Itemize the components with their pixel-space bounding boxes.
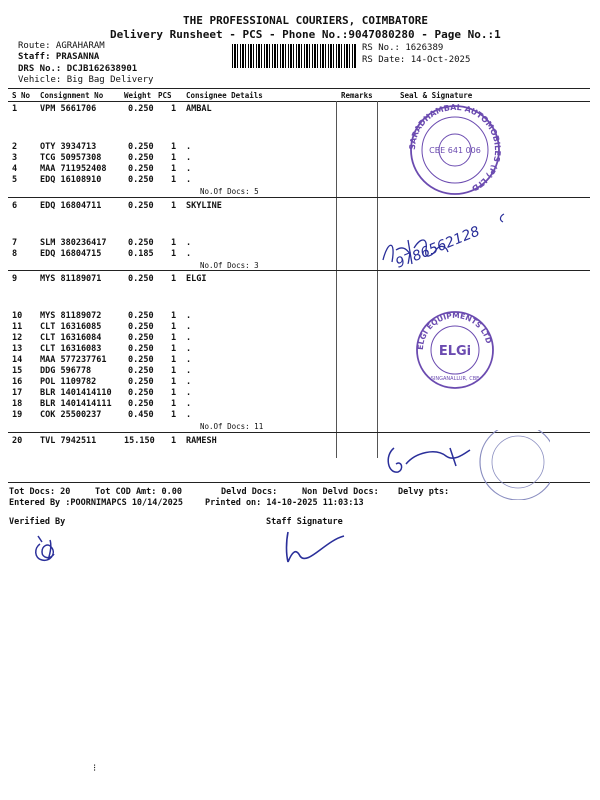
- row-consignment: CLT 16316083: [40, 344, 102, 354]
- row-mark: .: [186, 311, 192, 321]
- row-weight: 0.250: [128, 366, 154, 376]
- row-weight: 15.150: [124, 436, 155, 446]
- row-pcs: 1: [171, 201, 177, 211]
- staff-label: Staff: PRASANNA: [18, 52, 100, 62]
- row-mark: .: [186, 366, 192, 376]
- row-sno: 13: [12, 344, 23, 354]
- row-consignment: CLT 16316085: [40, 322, 102, 332]
- row-consignment: POL 1109782: [40, 377, 97, 387]
- row-mark: .: [186, 344, 192, 354]
- row-mark: .: [186, 333, 192, 343]
- row-weight: 0.250: [128, 104, 154, 114]
- row-weight: 0.250: [128, 377, 154, 387]
- row-pcs: 1: [171, 164, 177, 174]
- delivered-docs: Delvd Docs:: [221, 487, 278, 497]
- row-pcs: 1: [171, 436, 177, 446]
- row-pcs: 1: [171, 388, 177, 398]
- row-weight: 0.250: [128, 201, 154, 211]
- total-docs: Tot Docs: 20: [9, 487, 71, 497]
- row-mark: .: [186, 355, 192, 365]
- row-sno: 11: [12, 322, 23, 332]
- row-consignment: TCG 50957308: [40, 153, 102, 163]
- col-consignment: Consignment No: [40, 91, 104, 100]
- row-consignment: EDQ 16804715: [40, 249, 102, 259]
- row-weight: 0.250: [128, 274, 154, 284]
- row-weight: 0.250: [128, 153, 154, 163]
- row-pcs: 1: [171, 377, 177, 387]
- elgi-seal-sub: SINGANALLUR, CBE: [430, 376, 480, 382]
- row-sno: 10: [12, 311, 23, 321]
- skyline-handwriting: [378, 200, 528, 275]
- row-pcs: 1: [171, 153, 177, 163]
- row-mark: .: [186, 410, 192, 420]
- row-pcs: 1: [171, 311, 177, 321]
- row-consignment: DDG 596778: [40, 366, 92, 376]
- row-sno: 18: [12, 399, 23, 409]
- row-pcs: 1: [171, 322, 177, 332]
- row-sno: 16: [12, 377, 23, 387]
- row-sno: 15: [12, 366, 23, 376]
- ambal-seal-text: SARADHAMBAL AUTOMOBILES (P) LTD: [407, 102, 503, 193]
- row-weight: 0.250: [128, 311, 154, 321]
- row-mark: .: [186, 377, 192, 387]
- row-pcs: 1: [171, 344, 177, 354]
- row-weight: 0.250: [128, 322, 154, 332]
- company-title: THE PROFESSIONAL COURIERS, COIMBATORE: [183, 14, 429, 27]
- row-sno: 20: [12, 436, 23, 446]
- row-weight: 0.250: [128, 355, 154, 365]
- row-sno: 19: [12, 410, 23, 420]
- col-sno: S No: [12, 91, 31, 100]
- row-pcs: 1: [171, 104, 177, 114]
- rs-number: RS No.: 1626389: [362, 43, 444, 53]
- row-sno: 12: [12, 333, 23, 343]
- col-consignee: Consignee Details: [186, 91, 263, 100]
- row-mark: .: [186, 142, 192, 152]
- row-pcs: 1: [171, 175, 177, 185]
- stray-mark: ⁝: [93, 763, 97, 774]
- row-consignment: EDQ 16804711: [40, 201, 102, 211]
- row-weight: 0.250: [128, 164, 154, 174]
- ambal-seal-stamp: [400, 100, 510, 200]
- row-weight: 0.250: [128, 333, 154, 343]
- row-consignment: MAA 711952408: [40, 164, 107, 174]
- row-mark: .: [186, 388, 192, 398]
- consignee-name: SKYLINE: [186, 201, 222, 211]
- row-sno: 3: [12, 153, 18, 163]
- row-weight: 0.250: [128, 344, 154, 354]
- runsheet-title: Delivery Runsheet - PCS - Phone No.:9047080280 - Page No.:1: [110, 28, 501, 41]
- consignee-name: ELGI: [186, 274, 207, 284]
- row-pcs: 1: [171, 142, 177, 152]
- consignee-name: RAMESH: [186, 436, 217, 446]
- row-sno: 6: [12, 201, 18, 211]
- total-cod-amount: Tot COD Amt: 0.00: [95, 487, 182, 497]
- consignee-name: AMBAL: [186, 104, 212, 114]
- elgi-seal-text: ELGI EQUIPMENTS LTD: [415, 310, 494, 351]
- entered-by: Entered By :POORNIMAPCS 10/14/2025: [9, 498, 183, 508]
- elgi-seal-center: ELGi: [438, 344, 472, 359]
- docs-count-note: No.Of Docs: 11: [200, 422, 264, 431]
- barcode: [232, 44, 356, 68]
- row-sno: 1: [12, 104, 18, 114]
- row-sno: 4: [12, 164, 18, 174]
- row-pcs: 1: [171, 355, 177, 365]
- row-pcs: 1: [171, 399, 177, 409]
- row-weight: 0.250: [128, 142, 154, 152]
- col-remarks: Remarks: [341, 91, 373, 100]
- drs-label: DRS No.: DCJB162638901: [18, 64, 138, 74]
- row-consignment: MYS 81189071: [40, 274, 102, 284]
- staff-signature-label: Staff Signature: [266, 517, 343, 527]
- docs-count-note: No.Of Docs: 3: [200, 261, 259, 270]
- row-consignment: TVL 7942511: [40, 436, 97, 446]
- row-sno: 8: [12, 249, 18, 259]
- row-mark: .: [186, 249, 192, 259]
- row-sno: 14: [12, 355, 23, 365]
- ambal-seal-center: CBE 641 006: [429, 146, 481, 155]
- row-weight: 0.450: [128, 410, 154, 420]
- row-sno: 7: [12, 238, 18, 248]
- row-consignment: CLT 16316084: [40, 333, 102, 343]
- row-consignment: SLM 380236417: [40, 238, 107, 248]
- row-mark: .: [186, 238, 192, 248]
- printed-on: Printed on: 14-10-2025 11:03:13: [205, 498, 364, 508]
- rs-date: RS Date: 14-Oct-2025: [362, 55, 471, 65]
- verified-by-label: Verified By: [9, 517, 66, 527]
- row-consignment: MYS 81189072: [40, 311, 102, 321]
- delivery-points: Delvy pts:: [398, 487, 450, 497]
- row-sno: 5: [12, 175, 18, 185]
- row-pcs: 1: [171, 410, 177, 420]
- row-mark: .: [186, 399, 192, 409]
- row-weight: 0.250: [128, 388, 154, 398]
- row-mark: .: [186, 175, 192, 185]
- row-pcs: 1: [171, 238, 177, 248]
- row-consignment: BLR 1401414110: [40, 388, 112, 398]
- row-pcs: 1: [171, 366, 177, 376]
- verified-signature: [30, 532, 70, 568]
- row-weight: 0.250: [128, 238, 154, 248]
- row-consignment: OTY 3934713: [40, 142, 97, 152]
- row-consignment: COK 25500237: [40, 410, 102, 420]
- vehicle-label: Vehicle: Big Bag Delivery: [18, 75, 154, 85]
- docs-count-note: No.Of Docs: 5: [200, 187, 259, 196]
- elgi-seal-stamp: [410, 308, 500, 393]
- row-consignment: EDQ 16108910: [40, 175, 102, 185]
- row-sno: 17: [12, 388, 23, 398]
- non-delivered-docs: Non Delvd Docs:: [302, 487, 379, 497]
- row-mark: .: [186, 153, 192, 163]
- row-pcs: 1: [171, 274, 177, 284]
- row-weight: 0.250: [128, 399, 154, 409]
- row-consignment: VPM 5661706: [40, 104, 97, 114]
- row-sno: 9: [12, 274, 18, 284]
- handwritten-number: 9786562128: [393, 223, 483, 272]
- row-consignment: BLR 1401414111: [40, 399, 112, 409]
- row-pcs: 1: [171, 249, 177, 259]
- staff-signature: [278, 528, 348, 568]
- col-pcs: PCS: [158, 91, 172, 100]
- row-weight: 0.185: [128, 249, 154, 259]
- row-weight: 0.250: [128, 175, 154, 185]
- row-consignment: MAA 577237761: [40, 355, 107, 365]
- col-seal: Seal & Signature: [400, 91, 473, 100]
- col-weight: Weight: [124, 91, 152, 100]
- row-mark: .: [186, 322, 192, 332]
- row-mark: .: [186, 164, 192, 174]
- row-sno: 2: [12, 142, 18, 152]
- row-pcs: 1: [171, 333, 177, 343]
- route-label: Route: AGRAHARAM: [18, 41, 105, 51]
